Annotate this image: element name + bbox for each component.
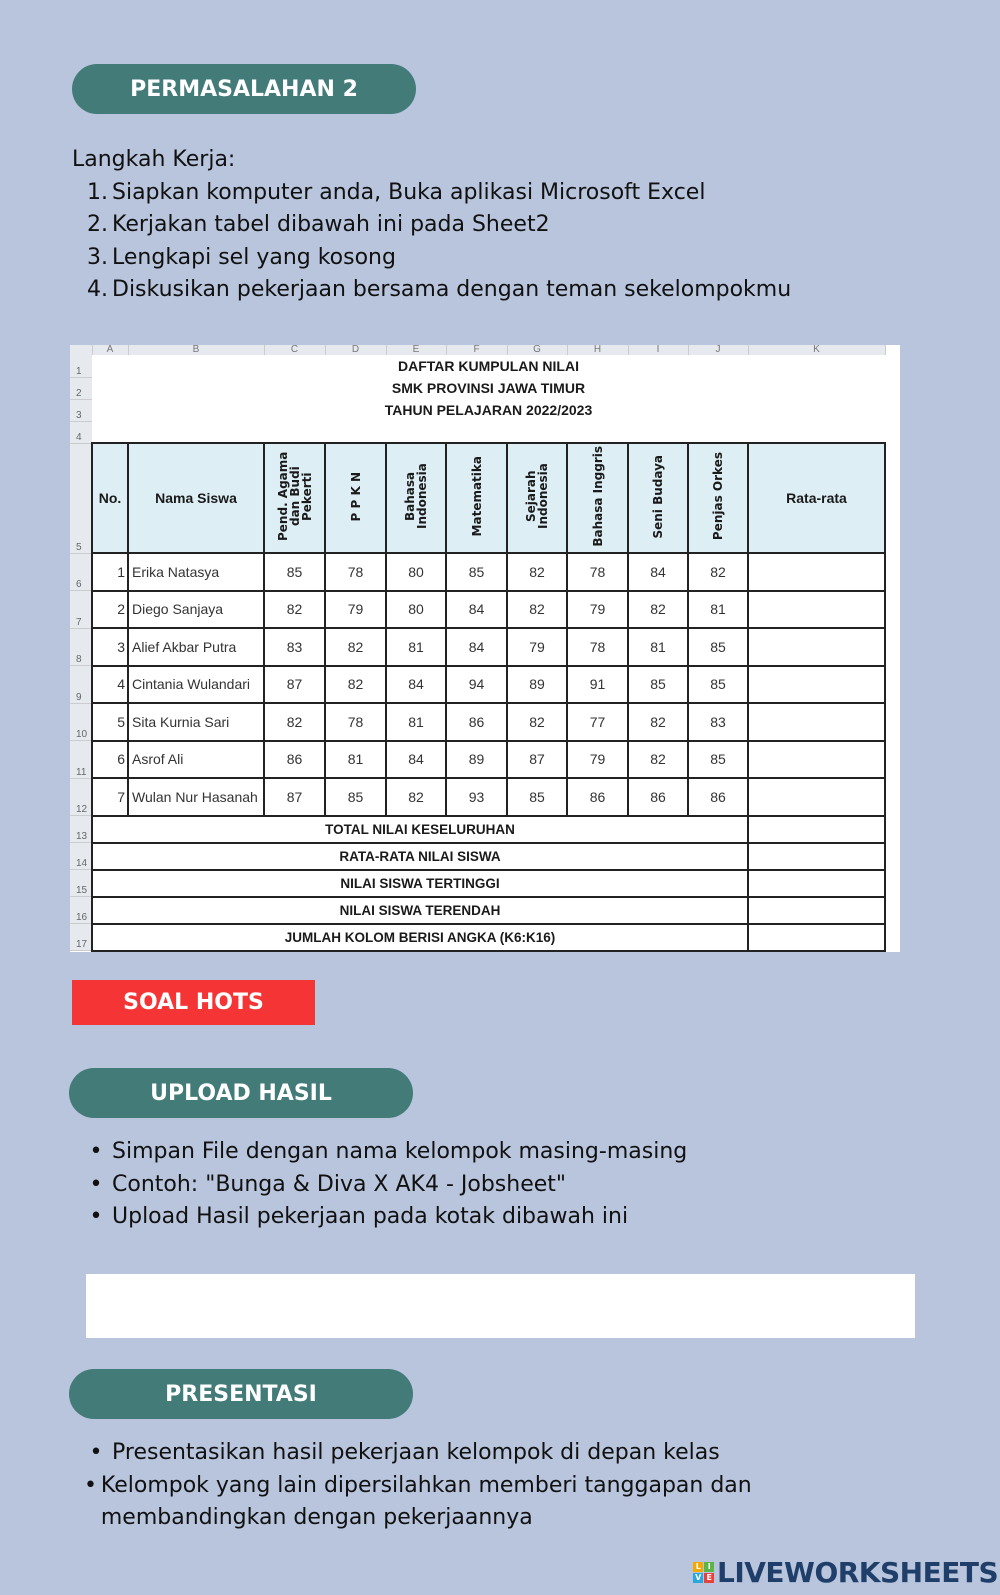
cell-rata-rata[interactable] [748, 591, 885, 629]
spreadsheet-image [70, 345, 900, 952]
title-row [70, 355, 885, 377]
cell-score: 79 [507, 628, 567, 666]
summary-value[interactable] [748, 816, 885, 843]
section-presentasi-header: PRESENTASI [69, 1369, 413, 1419]
row-number: 13 [70, 816, 92, 843]
bullet-item [72, 1169, 687, 1202]
bullet-text: Upload Hasil pekerjaan pada kotak dibawah ini [112, 1204, 629, 1229]
column-header [688, 443, 748, 553]
cell-score: 80 [386, 553, 446, 591]
cell-name: Cintania Wulandari [128, 666, 264, 704]
summary-value[interactable] [748, 924, 885, 951]
cell-score: 84 [628, 553, 688, 591]
column-letter: G [507, 345, 567, 355]
bullet-icon: • [89, 1440, 103, 1465]
title-row [70, 421, 885, 443]
step-number: 2. [87, 212, 108, 237]
column-header: Nama Siswa [128, 443, 264, 553]
column-letter: A [92, 345, 128, 355]
column-letter: D [325, 345, 386, 355]
bullet-icon: • [89, 1204, 103, 1229]
cell-name: Wulan Nur Hasanah [128, 778, 264, 816]
step-number: 4. [87, 277, 108, 302]
column-letter: K [748, 345, 885, 355]
cell-score: 82 [325, 628, 386, 666]
column-header-row [70, 345, 885, 355]
cell-score: 83 [688, 703, 748, 741]
cell-name: Asrof Ali [128, 741, 264, 779]
cell-score: 82 [507, 591, 567, 629]
cell-rata-rata[interactable] [748, 778, 885, 816]
cell-score: 78 [567, 628, 628, 666]
column-header-text: Bahasa Inggris [590, 446, 605, 547]
cell-score: 79 [325, 591, 386, 629]
cell-score: 80 [386, 591, 446, 629]
column-header [507, 443, 567, 553]
table-row [70, 741, 885, 779]
table-row [70, 666, 885, 704]
cell-rata-rata[interactable] [748, 703, 885, 741]
cell-score: 81 [325, 741, 386, 779]
cell-score: 84 [386, 666, 446, 704]
cell-score: 89 [446, 741, 507, 779]
row-number: 12 [70, 778, 92, 816]
cell-score: 79 [567, 741, 628, 779]
cell-score: 87 [264, 778, 325, 816]
cell-no: 6 [92, 741, 128, 779]
upload-list [72, 1136, 687, 1234]
cell-name: Sita Kurnia Sari [128, 703, 264, 741]
bullet-text: Contoh: "Bunga & Diva X AK4 - Jobsheet" [112, 1171, 567, 1197]
row-number: 16 [70, 897, 92, 924]
summary-value[interactable] [748, 843, 885, 870]
row-number: 9 [70, 666, 92, 704]
cell-score: 86 [567, 778, 628, 816]
cell-score: 85 [325, 778, 386, 816]
cell-score: 82 [628, 591, 688, 629]
cell-score: 85 [446, 553, 507, 591]
column-header-text: P P K N [348, 471, 363, 522]
cell-score: 85 [264, 553, 325, 591]
summary-row [70, 897, 885, 924]
table-row [70, 553, 885, 591]
column-letter: E [386, 345, 446, 355]
cell-no: 7 [92, 778, 128, 816]
step-number: 1. [87, 179, 108, 205]
cell-score: 93 [446, 778, 507, 816]
row-number: 5 [70, 443, 92, 553]
cell-rata-rata[interactable] [748, 741, 885, 779]
table-row [70, 778, 885, 816]
column-header: Rata-rata [748, 443, 885, 553]
cell-no: 3 [92, 628, 128, 666]
presentasi-list [72, 1437, 812, 1535]
row-number: 3 [70, 399, 92, 421]
column-letter: F [446, 345, 507, 355]
column-letter: B [128, 345, 264, 355]
cell-score: 77 [567, 703, 628, 741]
cell-no: 1 [92, 553, 128, 591]
row-number: 8 [70, 628, 92, 666]
row-number: 10 [70, 703, 92, 741]
table-row [70, 591, 885, 629]
cell-score: 82 [507, 553, 567, 591]
cell-score: 81 [386, 628, 446, 666]
column-header-text: Matematika [469, 456, 484, 537]
cell-score: 82 [264, 703, 325, 741]
column-letter: H [567, 345, 628, 355]
row-number: 7 [70, 591, 92, 629]
summary-label: NILAI SISWA TERENDAH [92, 897, 748, 924]
cell-name: Alief Akbar Putra [128, 628, 264, 666]
column-header: No. [92, 443, 128, 553]
row-number: 1 [70, 355, 92, 377]
bullet-icon: • [89, 1171, 103, 1197]
row-number: 4 [70, 421, 92, 443]
step-text: Siapkan komputer anda, Buka aplikasi Microsoft Excel [112, 179, 706, 205]
cell-score: 94 [446, 666, 507, 704]
row-number: 14 [70, 843, 92, 870]
cell-score: 89 [507, 666, 567, 704]
summary-value[interactable] [748, 897, 885, 924]
cell-score: 86 [688, 778, 748, 816]
title-row [70, 399, 885, 421]
cell-score: 82 [628, 703, 688, 741]
summary-row [70, 870, 885, 897]
column-letter: J [688, 345, 748, 355]
column-header-text: Seni Budaya [651, 454, 665, 539]
step-number: 3. [87, 244, 108, 270]
step-text: Diskusikan pekerjaan bersama dengan teman sekelompokmu [112, 277, 792, 302]
cell-score: 79 [567, 591, 628, 629]
cell-score: 78 [325, 703, 386, 741]
summary-row [70, 843, 885, 870]
cell-score: 84 [446, 628, 507, 666]
cell-score: 85 [628, 666, 688, 704]
summary-label: TOTAL NILAI KESELURUHAN [92, 816, 748, 843]
title-row [70, 377, 885, 399]
summary-label: NILAI SISWA TERTINGGI [92, 870, 748, 897]
cell-no: 2 [92, 591, 128, 629]
cell-score: 86 [264, 741, 325, 779]
sheet-title [92, 421, 885, 443]
row-number: 17 [70, 924, 92, 951]
cell-name: Erika Natasya [128, 553, 264, 591]
summary-row [70, 816, 885, 843]
live-logo-icon: L I V E [693, 1562, 714, 1583]
column-header [325, 443, 386, 553]
cell-score: 84 [386, 741, 446, 779]
soal-hots-button[interactable]: SOAL HOTS [72, 980, 315, 1025]
cell-score: 85 [688, 741, 748, 779]
cell-score: 86 [446, 703, 507, 741]
cell-rata-rata[interactable] [748, 666, 885, 704]
cell-score: 82 [325, 666, 386, 704]
column-header [628, 443, 688, 553]
column-header-text: Pend. Agama dan Budi Pekerti [275, 451, 314, 542]
langkah-title: Langkah Kerja: [72, 147, 236, 172]
cell-score: 87 [264, 666, 325, 704]
bullet-text: Simpan File dengan nama kelompok masing-masing [112, 1139, 688, 1164]
cell-score: 81 [628, 628, 688, 666]
cell-score: 85 [688, 666, 748, 704]
step-item [72, 242, 791, 275]
column-header [567, 443, 628, 553]
bullet-icon: • [83, 1472, 97, 1498]
cell-no: 4 [92, 666, 128, 704]
cell-score: 84 [446, 591, 507, 629]
langkah-kerja [72, 144, 791, 307]
column-header-text: Bahasa Indonesia [403, 463, 429, 530]
table-row [70, 628, 885, 666]
column-header [264, 443, 325, 553]
summary-value[interactable] [748, 870, 885, 897]
bullet-item [72, 1136, 687, 1169]
cell-score: 82 [264, 591, 325, 629]
row-number: 11 [70, 741, 92, 779]
bullet-text: Presentasikan hasil pekerjaan kelompok di depan kelas [112, 1440, 720, 1465]
column-header [386, 443, 446, 553]
header-row [70, 443, 885, 553]
cell-name: Diego Sanjaya [128, 591, 264, 629]
upload-box[interactable] [86, 1274, 915, 1338]
cell-score: 91 [567, 666, 628, 704]
sheet-title: SMK PROVINSI JAWA TIMUR [391, 380, 586, 396]
cell-rata-rata[interactable] [748, 553, 885, 591]
summary-label: RATA-RATA NILAI SISWA [92, 843, 748, 870]
cell-score: 85 [688, 628, 748, 666]
bullet-item [72, 1470, 812, 1535]
table-row [70, 703, 885, 741]
cell-score: 78 [567, 553, 628, 591]
bullet-text: Kelompok yang lain dipersilahkan memberi tanggapan dan membandingkan dengan pekerjaannya [100, 1472, 752, 1530]
cell-score: 82 [386, 778, 446, 816]
column-header-text: Sejarah Indonesia [524, 463, 550, 530]
cell-score: 81 [386, 703, 446, 741]
section-upload-header: UPLOAD HASIL [69, 1068, 413, 1118]
column-letter [70, 345, 92, 355]
row-number: 6 [70, 553, 92, 591]
cell-score: 87 [507, 741, 567, 779]
bullet-item [72, 1201, 687, 1234]
bullet-item [72, 1437, 812, 1470]
liveworksheets-logo: L I V E LIVEWORKSHEETS [693, 1556, 998, 1589]
row-number: 2 [70, 377, 92, 399]
section-permasalahan-header: PERMASALAHAN 2 [72, 64, 416, 114]
cell-score: 81 [688, 591, 748, 629]
cell-score: 82 [688, 553, 748, 591]
cell-score: 86 [628, 778, 688, 816]
cell-no: 5 [92, 703, 128, 741]
cell-rata-rata[interactable] [748, 628, 885, 666]
cell-score: 82 [628, 741, 688, 779]
column-letter: I [628, 345, 688, 355]
step-item [72, 177, 791, 210]
summary-label: JUMLAH KOLOM BERISI ANGKA (K6:K16) [92, 924, 748, 951]
cell-score: 85 [507, 778, 567, 816]
column-letter: C [264, 345, 325, 355]
sheet-title: DAFTAR KUMPULAN NILAI [398, 358, 579, 374]
step-item [72, 274, 791, 307]
cell-score: 78 [325, 553, 386, 591]
summary-row [70, 924, 885, 951]
column-header-text: Penjas Orkes [711, 452, 725, 541]
step-text: Kerjakan tabel dibawah ini pada Sheet2 [112, 212, 550, 237]
cell-score: 82 [507, 703, 567, 741]
step-item [72, 209, 791, 242]
column-header [446, 443, 507, 553]
bullet-icon: • [89, 1139, 103, 1164]
step-text: Lengkapi sel yang kosong [112, 244, 396, 270]
row-number: 15 [70, 870, 92, 897]
sheet-title: TAHUN PELAJARAN 2022/2023 [384, 402, 593, 418]
cell-score: 83 [264, 628, 325, 666]
